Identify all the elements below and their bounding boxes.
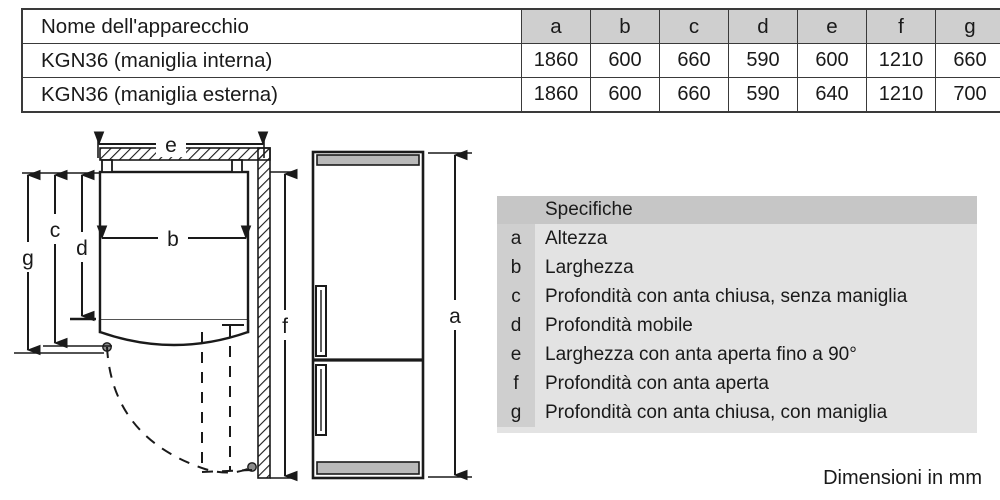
legend-letter-f: f (497, 369, 535, 398)
legend-label-c: Profondità con anta chiusa, senza maniglia (545, 285, 908, 307)
value-d: 590 (729, 78, 798, 112)
value-c: 660 (660, 78, 729, 112)
open-door-outline (202, 326, 252, 472)
top-trim-strip (317, 155, 419, 165)
legend-letter-c: c (497, 282, 535, 311)
hinge-spacer-right-icon (232, 160, 242, 172)
legend-item-e (497, 340, 977, 369)
dimension-label-e: e (165, 134, 177, 157)
value-g: 660 (936, 44, 1000, 78)
dimension-label-g: g (22, 247, 34, 270)
table-header-f: f (867, 10, 936, 44)
dimension-label-d: d (76, 237, 88, 260)
value-f: 1210 (867, 78, 936, 112)
dimension-label-b: b (167, 228, 179, 251)
value-e: 640 (798, 78, 867, 112)
legend-letter-b: b (497, 253, 535, 282)
dimension-label-a: a (449, 305, 461, 328)
legend-header-row (497, 196, 977, 224)
table-header-d: d (729, 10, 798, 44)
table-row (23, 78, 1000, 112)
hinge-spacer-left-icon (102, 160, 112, 172)
legend-letter-e: e (497, 340, 535, 369)
table-header-c: c (660, 10, 729, 44)
legend-label-d: Profondità mobile (545, 314, 693, 336)
legend-label-g: Profondità con anta chiusa, con maniglia (545, 401, 888, 423)
dimension-d (69, 175, 96, 319)
table-header-row (23, 10, 1000, 44)
table-header-a: a (522, 10, 591, 44)
legend-item-g (497, 398, 977, 427)
table-row (23, 44, 1000, 78)
lower-door-handle-icon (316, 365, 326, 435)
closed-door-profile (100, 320, 248, 345)
table-header-b: b (591, 10, 660, 44)
legend-letter-a: a (497, 224, 535, 253)
dimension-g (14, 175, 104, 353)
value-c: 660 (660, 44, 729, 78)
legend-label-e: Larghezza con anta aperta fino a 90° (545, 343, 857, 365)
specifications-legend (497, 196, 977, 433)
appliance-name: KGN36 (maniglia esterna) (23, 78, 522, 112)
bottom-trim-strip (317, 462, 419, 474)
upper-door-handle-icon (316, 286, 326, 356)
legend-header-label: Specifiche (545, 199, 633, 220)
value-d: 590 (729, 44, 798, 78)
value-b: 600 (591, 78, 660, 112)
legend-item-c (497, 282, 977, 311)
legend-item-d (497, 311, 977, 340)
value-g: 700 (936, 78, 1000, 112)
legend-body (497, 224, 977, 433)
table-header-e: e (798, 10, 867, 44)
units-caption: Dimensioni in mm (823, 467, 982, 489)
dimension-a (428, 153, 472, 477)
value-a: 1860 (522, 44, 591, 78)
technical-drawing (0, 120, 500, 500)
legend-item-a (497, 224, 977, 253)
legend-label-b: Larghezza (545, 256, 634, 278)
appliance-front-view (313, 152, 423, 478)
legend-header-letter (497, 196, 535, 224)
appliance-name: KGN36 (maniglia interna) (23, 44, 522, 78)
legend-item-f (497, 369, 977, 398)
table-header-g: g (936, 10, 1000, 44)
legend-letter-g: g (497, 398, 535, 427)
value-a: 1860 (522, 78, 591, 112)
cabinet-top-view (100, 172, 248, 332)
wall-hatching-right (258, 148, 270, 478)
dimension-label-c: c (49, 219, 61, 242)
legend-label-f: Profondità con anta aperta (545, 372, 769, 394)
table-header-name: Nome dell'apparecchio (23, 10, 522, 44)
value-e: 600 (798, 44, 867, 78)
legend-item-b (497, 253, 977, 282)
legend-letter-d: d (497, 311, 535, 340)
legend-label-a: Altezza (545, 227, 608, 249)
dimension-label-f: f (282, 315, 288, 338)
appliance-dimensions-table (22, 9, 1000, 112)
dimension-f (270, 172, 298, 478)
value-f: 1210 (867, 44, 936, 78)
value-b: 600 (591, 44, 660, 78)
